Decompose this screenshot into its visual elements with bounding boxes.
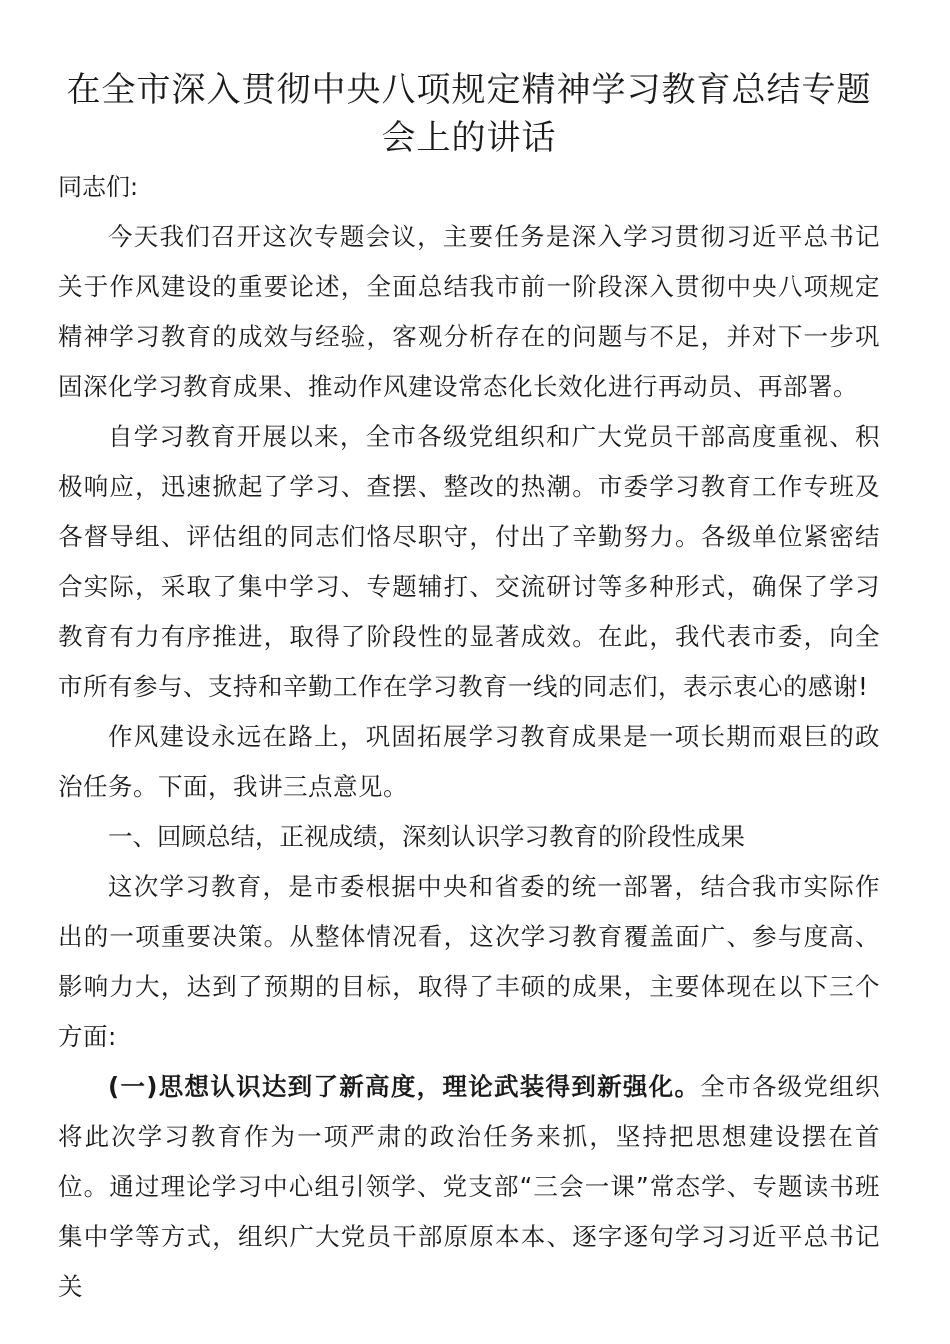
paragraph-4: 这次学习教育，是市委根据中央和省委的统一部署，结合我市实际作出的一项重要决策。从整体情况看，这次学习教育覆盖面广、参与度高、影响力大，达到了预期的目标，取得了丰硕的成果，主要体现在以下三个方面: [58, 872, 880, 1051]
paragraph-3: 作风建设永远在路上，巩固拓展学习教育成果是一项长期而艰巨的政治任务。下面，我讲三点意见。 [58, 722, 880, 801]
document-title: 在全市深入贯彻中央八项规定精神学习教育总结专题会上的讲话 [66, 70, 872, 158]
salutation: 同志们: [58, 173, 139, 201]
subsection-1-text: 全市各级党组织将此次学习教育作为一项严肃的政治任务来抓，坚持把思想建设摆在首位。通过理论学习中心组引领学、党支部“三会一课”常态学、专题读书班集中学等方式，组织广大党员干部原原本本、逐字逐句学习习近平总书记关 [58, 1072, 880, 1301]
paragraph-1: 今天我们召开这次专题会议，主要任务是深入学习贯彻习近平总书记关于作风建设的重要论述，全面总结我市前一阶段深入贯彻中央八项规定精神学习教育的成效与经验，客观分析存在的问题与不足，并对下一步巩固深化学习教育成果、推动作风建设常态化长效化进行再动员、再部署。 [58, 222, 880, 401]
section-heading-1: 一、回顾总结，正视成绩，深刻认识学习教育的阶段性成果 [108, 822, 745, 851]
subsection-1-paragraph [58, 1062, 880, 1312]
paragraph-2: 自学习教育开展以来，全市各级党组织和广大党员干部高度重视、积极响应，迅速掀起了学习、查摆、整改的热潮。市委学习教育工作专班及各督导组、评估组的同志们恪尽职守，付出了辛勤努力。各级单位紧密结合实际，采取了集中学习、专题辅打、交流研讨等多种形式，确保了学习教育有力有序推进，取得了阶段性的显著成效。在此，我代表市委，向全市所有参与、支持和辛勤工作在学习教育一线的同志们，表示衷心的感谢! [58, 422, 880, 701]
subsection-1-lead: (一)思想认识达到了新高度，理论武装得到新强化。 [108, 1072, 701, 1101]
